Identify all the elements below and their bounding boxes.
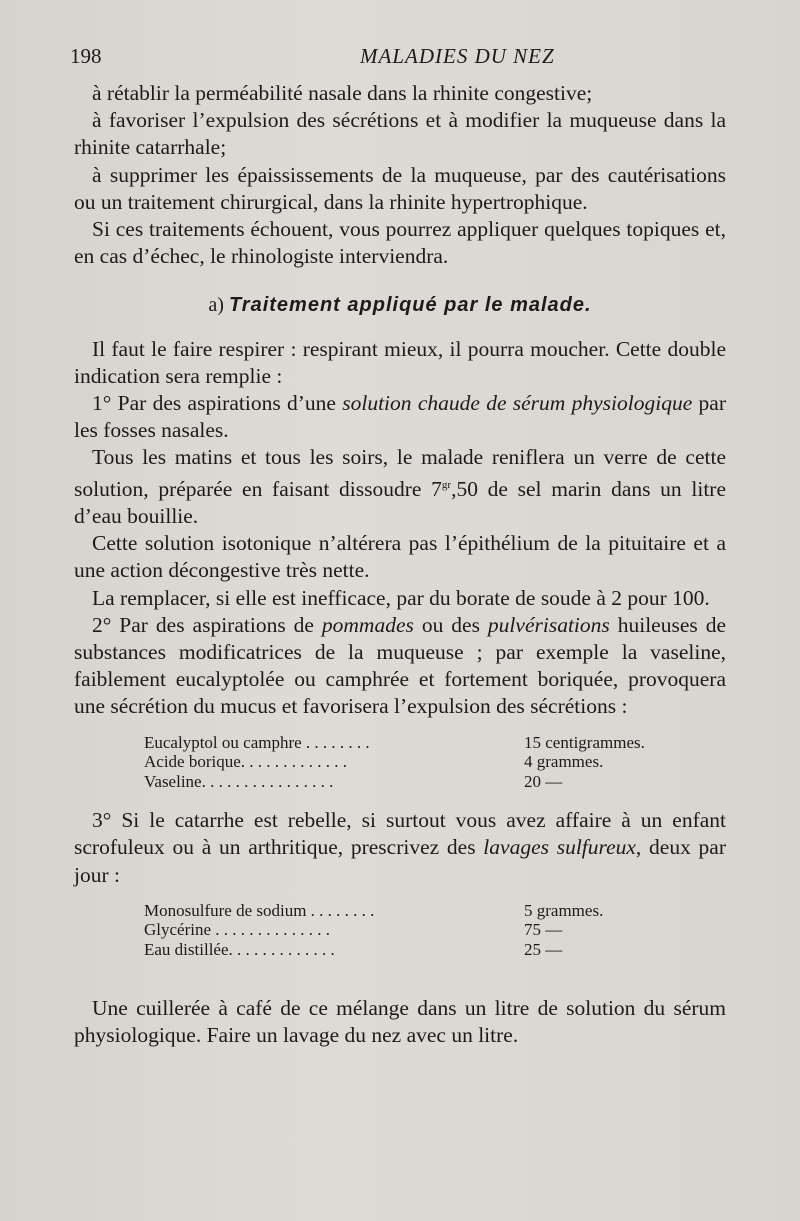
prescription-row (144, 733, 704, 753)
prescription-row (144, 772, 704, 792)
text-run: ,50 de sel marin dans un litre d’eau bouillie. (74, 476, 726, 528)
text-run: huileuses de substances modificatrices de la muqueuse ; par exemple la vaseline, faiblement eucalyptolée ou camphrée et fortement boriquée, provoquera une sécrétion du mucus et favorisera l’expulsion des sécrétions : (74, 612, 726, 719)
section-prefix: a) (208, 294, 224, 317)
running-title: MALADIES DU NEZ (360, 44, 555, 68)
prescription-row (144, 920, 704, 940)
paragraph: Cette solution isotonique n’altérera pas l’épithélium de la pituitaire et a une action décongestive très nette. (74, 531, 726, 583)
italic-run: pulvérisations (487, 612, 610, 637)
text-run: 2° Par des aspirations de (92, 612, 322, 637)
ingredient: Eucalyptol ou camphre . . . . . . . . (144, 732, 370, 752)
body-text (74, 80, 726, 1050)
italic-run: lavages sulfureux (483, 835, 636, 860)
section-heading (74, 292, 726, 319)
ingredient: Monosulfure de sodium . . . . . . . . (144, 900, 375, 920)
paragraph: à favoriser l’expulsion des sécrétions et à modifier la muqueuse dans la rhinite catarrhale; (74, 108, 726, 160)
paragraph: Si ces traitements échouent, vous pourrez appliquer quelques topiques et, en cas d’échec, le rhinologiste interviendra. (74, 217, 726, 269)
spacer (74, 975, 726, 995)
paragraph: La remplacer, si elle est inefficace, par du borate de soude à 2 pour 100. (92, 585, 710, 610)
paragraph: à rétablir la perméabilité nasale dans la rhinite congestive; (92, 81, 593, 105)
italic-run: pommades (321, 612, 414, 637)
text-run: 1° Par des aspirations d’une (92, 391, 343, 416)
text-run: , deux par jour : (74, 835, 726, 887)
ingredient: Glycérine . . . . . . . . . . . . . . (144, 920, 331, 940)
quantity: 20 — (524, 771, 563, 791)
quantity: 4 grammes. (524, 752, 604, 772)
quantity: 15 centigrammes. (524, 732, 645, 752)
quantity: 75 — (524, 920, 563, 940)
prescription-list (144, 733, 704, 792)
paragraph (74, 444, 726, 530)
quantity: 5 grammes. (524, 900, 604, 920)
text-run: par les fosses nasales. (74, 391, 726, 443)
section-title: Traitement appliqué par le malade. (228, 294, 592, 317)
page-number: 198 (70, 44, 102, 68)
ingredient: Vaseline. . . . . . . . . . . . . . . . (144, 771, 334, 791)
italic-run: solution chaude de sérum physiologique (342, 391, 693, 416)
text-run: 3° Si le catarrhe est rebelle, si surtout vous avez affaire à un enfant scrofuleux ou à un arthritique, prescrivez des (74, 808, 726, 860)
prescription-row (144, 752, 704, 772)
paragraph: à supprimer les épaississements de la muqueuse, par des cautérisations ou un traitement chirurgical, dans la rhinite hypertrophique. (74, 162, 726, 214)
paragraph: Il faut le faire respirer : respirant mieux, il pourra moucher. Cette double indication sera remplie : (74, 336, 726, 388)
paragraph (74, 612, 726, 721)
paragraph (74, 807, 726, 889)
prescription-row (144, 940, 704, 960)
page-header (70, 44, 730, 74)
superscript-unit: gr (441, 478, 452, 491)
quantity: 25 — (524, 939, 563, 959)
prescription-row (144, 901, 704, 921)
prescription-list (144, 901, 704, 960)
paragraph (74, 390, 726, 444)
text-run: ou des (413, 612, 488, 637)
ingredient: Acide borique. . . . . . . . . . . . . (144, 752, 348, 772)
ingredient: Eau distillée. . . . . . . . . . . . . (144, 939, 335, 959)
text-run: Tous les matins et tous les soirs, le malade reniflera un verre de cette solution, préparée en faisant dissoudre 7 (74, 445, 726, 501)
paragraph: Une cuillerée à café de ce mélange dans un litre de solution du sérum physiologique. Faire un lavage du nez avec un litre. (74, 996, 726, 1048)
